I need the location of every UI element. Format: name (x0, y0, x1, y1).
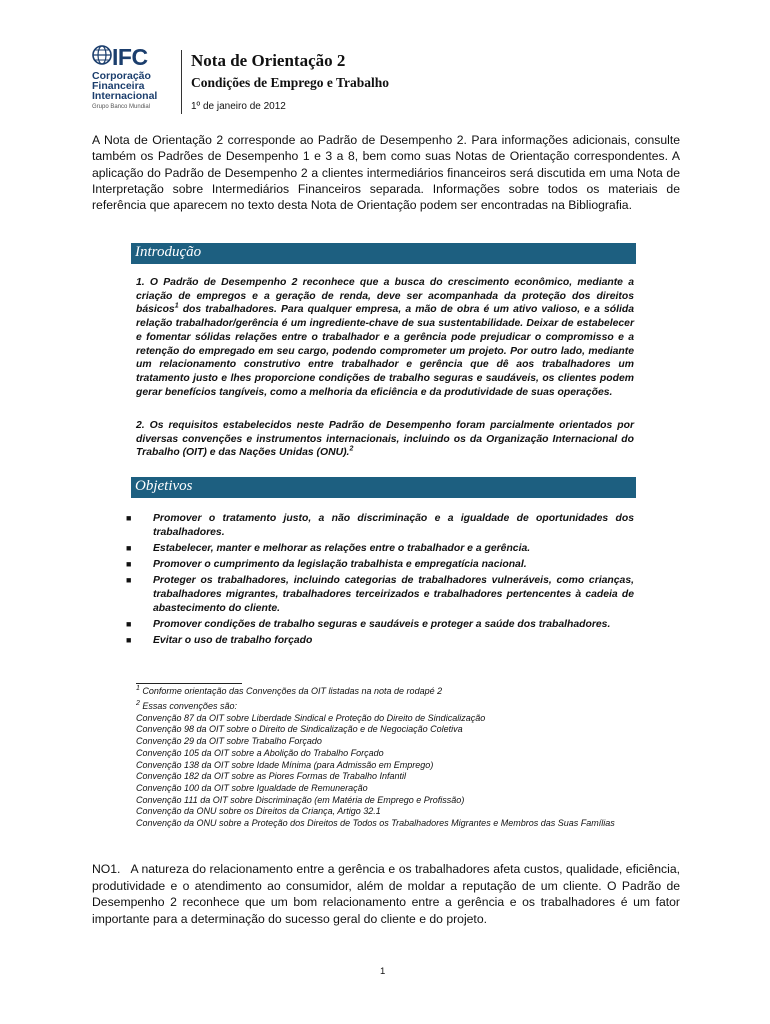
note-label: NO1. (92, 862, 121, 876)
bullet-icon: ■ (126, 635, 132, 646)
footnote-convention: Convenção 87 da OIT sobre Liberdade Sindical e Proteção do Direito de Sindicalização (136, 712, 486, 723)
footnote-number: 2 (136, 700, 140, 707)
list-item-text: Proteger os trabalhadores, incluindo categorias de trabalhadores vulneráveis, como crianças, trabalhadores migrantes, trabalhadores terceirizados e trabalhadores pertencentes à cadeia de abastecimento do cliente. (153, 575, 634, 614)
logo-group-text: Grupo Banco Mundial (92, 104, 151, 110)
footnote-convention: Convenção 100 da OIT sobre Igualdade de Remuneração (136, 782, 368, 793)
footnote-convention: Convenção 138 da OIT sobre Idade Mínima (para Admissão em Emprego) (136, 759, 434, 770)
logo-org-name (92, 71, 157, 101)
footnote-convention: Convenção 111 da OIT sobre Discriminação (em Matéria de Emprego e Profissão) (136, 794, 465, 805)
bullet-icon: ■ (126, 513, 132, 523)
list-item (126, 558, 634, 572)
section-title: Introdução (135, 244, 202, 260)
paragraph-text: 2. Os requisitos estabelecidos neste Padrão de Desempenho foram parcialmente orientados por diversas convenções e instrumentos internacionais, incluindo os da Organização Internacional do Trabalho (OIT) e das Nações Unidas (ONU). (136, 420, 634, 459)
list-item-text: Promover condições de trabalho seguras e saudáveis e proteger a saúde dos trabalhadores. (153, 618, 611, 630)
globe-icon (92, 44, 112, 68)
logo-org-line: Corporação (92, 70, 151, 82)
document-subtitle: Condições de Emprego e Trabalho (191, 75, 390, 90)
page-number: 1 (380, 966, 386, 977)
footnote-convention: Convenção 182 da OIT sobre as Piores Formas de Trabalho Infantil (136, 771, 406, 782)
bullet-icon: ■ (126, 559, 132, 570)
footnote-ref[interactable]: 2 (349, 445, 354, 453)
section-title: Objetivos (135, 478, 193, 494)
paragraph-text: 1. O Padrão de Desempenho 2 reconhece que a busca do crescimento econômico, mediante a criação de empregos e a geração de renda, deve ser acompanhada da proteção dos direitos básicos (136, 277, 634, 316)
intro-paragraph: A Nota de Orientação 2 corresponde ao Padrão de Desempenho 2. Para informações adicionais, consulte também os Padrões de Desempenho 1 e 3 a 8, bem como suas Notas de Orientação correspondentes. A aplicação do Padrão de Desempenho 2 a clientes intermediários financeiros será discutida em uma Nota de Interpretação sobre Intermediários Financeiros separada. Informações sobre todos os materiais de referência que aparecem no texto desta Nota de Orientação podem ser encontradas na Bibliografia. (92, 133, 680, 213)
document-title: Nota de Orientação 2 (191, 51, 346, 70)
footnote-convention: Convenção 98 da OIT sobre o Direito de Sindicalização e de Negociação Coletiva (136, 724, 463, 735)
footnote-convention: Convenção da ONU sobre a Proteção dos Direitos de Todos os Trabalhadores Migrantes e Membros das Suas Famílias (136, 818, 615, 829)
footnote-convention: Convenção 105 da OIT sobre a Abolição do Trabalho Forçado (136, 747, 384, 758)
list-item (126, 618, 634, 632)
footnote-text: Essas convenções são: (139, 701, 237, 711)
ifc-logo (92, 44, 172, 114)
section-header-objetivos (131, 477, 636, 498)
list-item-text: Evitar o uso de trabalho forçado (153, 635, 313, 647)
list-item-text: Estabelecer, manter e melhorar as relações entre o trabalhador e a gerência. (153, 542, 531, 554)
list-item (126, 512, 634, 539)
footnote-2 (136, 701, 646, 830)
bullet-icon: ■ (126, 542, 132, 553)
footnote-convention: Convenção da ONU sobre os Direitos da Criança, Artigo 32.1 (136, 806, 381, 817)
list-item (126, 634, 634, 648)
section-header-introducao (131, 243, 636, 264)
paragraph-1 (136, 276, 634, 399)
footnote-text: Conforme orientação das Convenções da OIT listadas na nota de rodapé 2 (139, 686, 443, 696)
paragraph-text: dos trabalhadores. Para qualquer empresa, a mão de obra é um ativo valioso, e a sólida relação trabalhador/gerência é um ingrediente-chave de sua sustentabilidade. Deixar de estabelecer e fomentar sólidas relações entre o trabalhador e a gerência pode prejudicar o compromisso e a retenção do empregado em seu cargo, podendo comprometer um projeto. Por outro lado, mediante um relacionamento construtivo entre trabalhador e gerência que dê aos trabalhadores um tratamento justo e lhes proporcione condições de trabalho seguras e saudáveis, os clientes podem gerar benefícios tangíveis, como a melhoria da eficiência e da produtividade de suas operações. (136, 304, 634, 398)
bullet-icon: ■ (126, 618, 132, 629)
paragraph-2 (136, 419, 634, 460)
footnote-ref[interactable]: 1 (174, 302, 179, 310)
document-header (92, 44, 692, 116)
footnote-convention: Convenção 29 da OIT sobre Trabalho Forçado (136, 736, 322, 747)
objetivos-list (126, 512, 634, 650)
list-item (126, 542, 634, 556)
footnote-1 (136, 686, 646, 698)
note-no1 (92, 861, 680, 927)
logo-org-line: Internacional (92, 90, 158, 102)
bullet-icon: ■ (126, 575, 132, 586)
list-item (126, 574, 634, 615)
logo-ifc-text: IFC (112, 44, 148, 70)
note-text: A natureza do relacionamento entre a gerência e os trabalhadores afeta custos, qualidade, eficiência, produtividade e o atendimento ao consumidor, além de moldar a reputação de um cliente. O Padrão de Desempenho 2 reconhece que um bom relacionamento entre a gerência e os trabalhadores é um fator importante para a determinação do sucesso geral do cliente e do projeto. (92, 862, 680, 926)
footnote-number: 1 (136, 685, 140, 692)
list-item-text: Promover o cumprimento da legislação trabalhista e empregatícia nacional. (153, 559, 527, 571)
document-date: 1º de janeiro de 2012 (191, 101, 286, 112)
footnote-separator (136, 683, 242, 684)
list-item-text: Promover o tratamento justo, a não discriminação e a igualdade de oportunidades dos trabalhadores. (153, 513, 634, 538)
logo-org-line: Financeira (92, 80, 145, 92)
header-divider (181, 50, 182, 114)
